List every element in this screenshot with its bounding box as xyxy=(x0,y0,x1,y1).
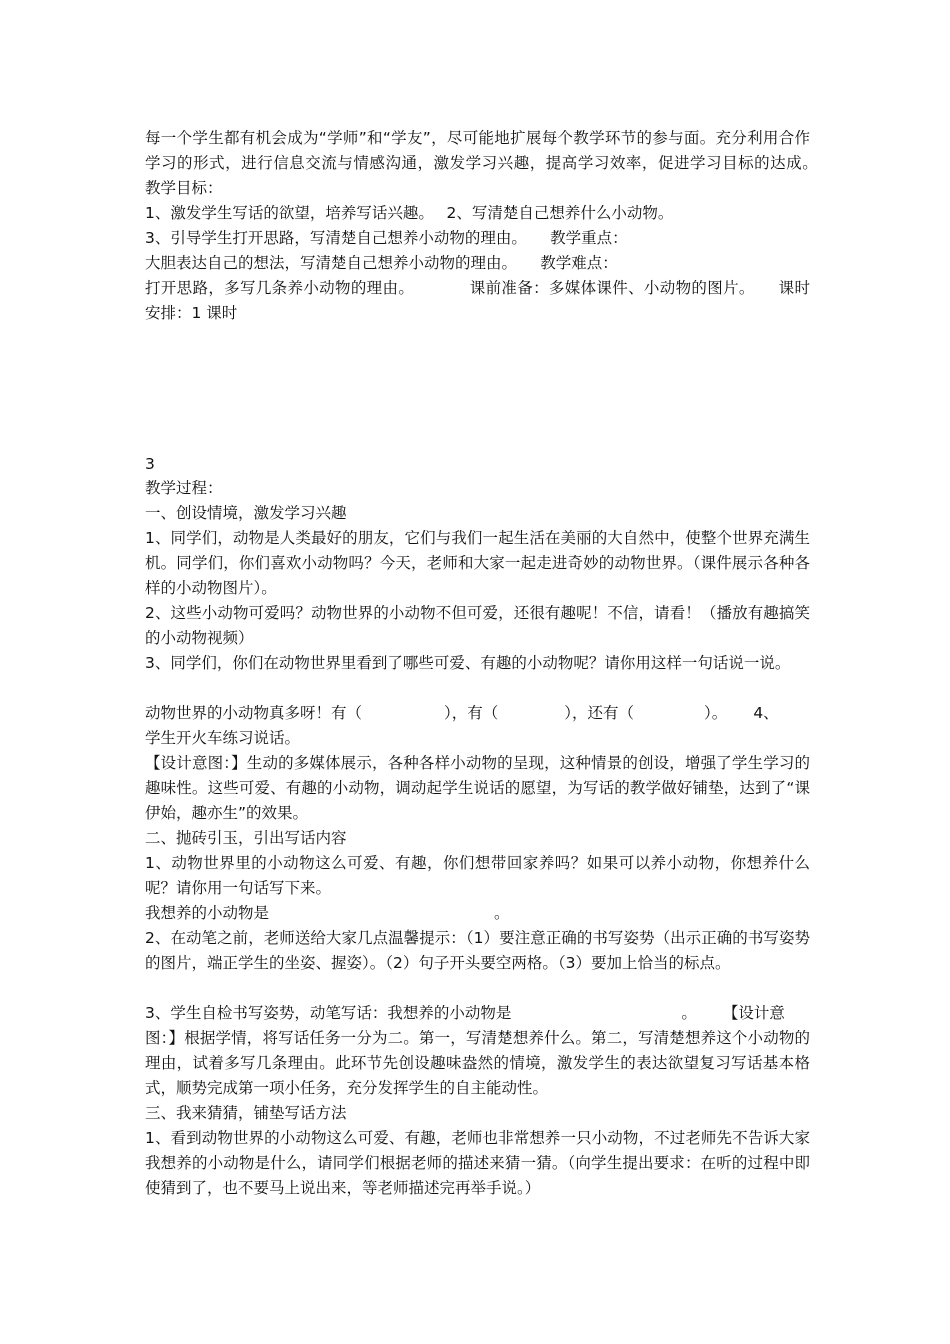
section-3-paragraph-1: 1、看到动物世界的小动物这么可爱、有趣，老师也非常想养一只小动物，不过老师先不告诉大家我想养的小动物是什么，请同学们根据老师的描述来猜一猜。（向学生提出要求：在听的过程中即使猜到了，也不要马上说出来，等老师描述完再举手说。） xyxy=(145,1129,810,1197)
objective-line-1: 1、激发学生写话的欲望，培养写话兴趣。 2、写清楚自己想养什么小动物。 xyxy=(145,204,674,222)
fill-part-b: ），有（ xyxy=(444,704,499,722)
section-1-title: 一、创设情境，激发学习兴趣 xyxy=(145,504,347,522)
section-1-design-intent: 【设计意图：】生动的多媒体展示，各种各样小动物的呈现，这种情景的创设，增强了学生学习的趣味性。这些可爱、有趣的小动物，调动起学生说话的愿望，为写话的教学做好铺垫，达到了“课伊始，趣亦生”的效果。 xyxy=(145,754,810,822)
fill-part-a: 动物世界的小动物真多呀！有（ xyxy=(145,704,363,722)
section-2-paragraph-1: 1、动物世界里的小动物这么可爱、有趣，你们想带回家养吗？如果可以养小动物，你想养什么呢？请你用一句话写下来。 xyxy=(145,854,810,897)
section-1-paragraph-4: 学生开火车练习说话。 xyxy=(145,729,301,747)
s2-fill-part-b: 。 xyxy=(494,904,510,922)
fill-part-c: ），还有（ xyxy=(564,704,635,722)
preparation-paragraph: 打开思路，多写几条养小动物的理由。 课前准备：多媒体课件、小动物的图片。 课时安排：1 课时 xyxy=(145,279,810,322)
section-1-paragraph-1: 1、同学们，动物是人类最好的朋友，它们与我们一起生活在美丽的大自然中，使整个世界充满生机。同学们，你们喜欢小动物吗？今天，老师和大家一起走进奇妙的动物世界。（课件展示各种各样的小动物图片）。 xyxy=(145,529,810,597)
section-1-paragraph-2: 2、这些小动物可爱吗？动物世界的小动物不但可爱，还很有趣呢！不信，请看！（播放有趣搞笑的小动物视频） xyxy=(145,604,810,647)
section-2-paragraph-3 xyxy=(145,1001,810,1026)
fill-in-sentence xyxy=(145,701,810,726)
s2-p3-part-a: 3、学生自检书写姿势，动笔写话：我想养的小动物是 xyxy=(145,1004,512,1022)
intro-paragraph: 每一个学生都有机会成为“学师”和“学友”，尽可能地扩展每个教学环节的参与面。充分利用合作学习的形式，进行信息交流与情感沟通，激发学习兴趣，提高学习效率，促进学习目标的达成。 教学目标： xyxy=(145,129,842,197)
s2-p3-part-b: 。 xyxy=(681,1004,697,1022)
key-point-line: 大胆表达自己的想法，写清楚自己想养小动物的理由。 教学难点： xyxy=(145,254,618,272)
fill-part-d: ）。 xyxy=(704,704,728,722)
section-1-paragraph-3: 3、同学们，你们在动物世界里看到了哪些可爱、有趣的小动物呢？请你用这样一句话说一说。 xyxy=(145,654,791,672)
process-heading: 教学过程： xyxy=(145,479,223,497)
s2-fill-part-a: 我想养的小动物是 xyxy=(145,904,270,922)
section-2-fill-sentence xyxy=(145,901,810,926)
section-2-paragraph-2: 2、在动笔之前，老师送给大家几点温馨提示：（1）要注意正确的书写姿势（出示正确的书写姿势的图片，端正学生的坐姿、握姿）。（2）句子开头要空两格。（3）要加上恰当的标点。 xyxy=(145,929,810,972)
section-2-design-intent: 图：】根据学情，将写话任务一分为二。第一，写清楚想养什么。第二，写清楚想养这个小动物的理由，试着多写几条理由。此环节先创设趣味盎然的情境，激发学生的表达欲望复习写话基本格式，顺势完成第一项小任务，充分发挥学生的自主能动性。 xyxy=(145,1029,810,1097)
page-number: 3 xyxy=(145,455,155,473)
section-3-title: 三、我来猜猜，铺垫写话方法 xyxy=(145,1104,347,1122)
fill-part-e: 4、 xyxy=(753,704,779,722)
s2-p3-part-c: 【设计意 xyxy=(722,1004,785,1022)
objective-line-2: 3、引导学生打开思路，写清楚自己想养小动物的理由。 教学重点： xyxy=(145,229,628,247)
section-2-title: 二、抛砖引玉，引出写话内容 xyxy=(145,829,347,847)
